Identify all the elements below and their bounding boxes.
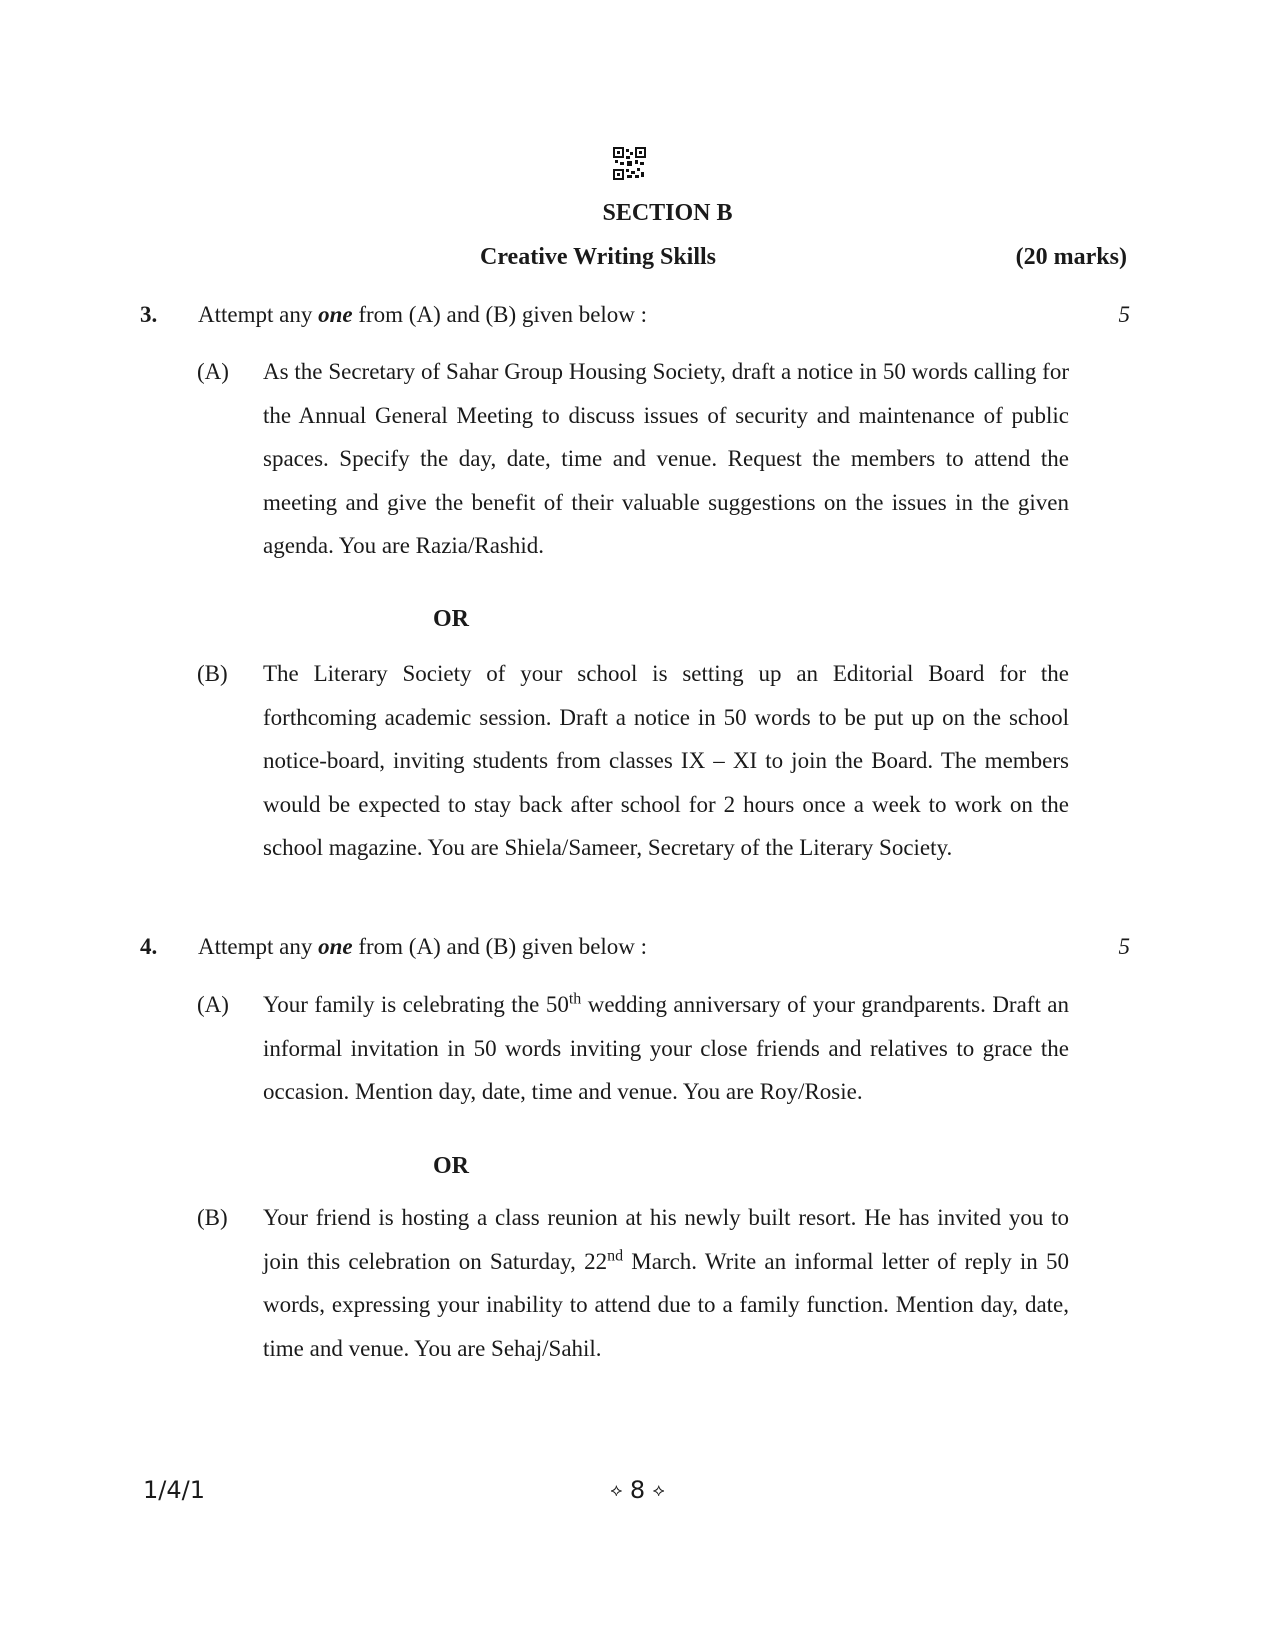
option-label: (B) bbox=[197, 661, 228, 686]
question-number: 3. bbox=[140, 302, 158, 327]
option-text: Your family is celebrating the 50th wedding anniversary of your grandparents. Draft an informal invitation in 50 words inviting your close friends and relatives to grace the occasion. Mention day, date, time and venue. You are Roy/Rosie. bbox=[263, 990, 1069, 1104]
option-label: (A) bbox=[197, 359, 229, 384]
page-number: ⟡ 8 ⟡ bbox=[610, 1476, 665, 1504]
ornament-icon: ⟡ bbox=[652, 1480, 665, 1501]
option-text: Your friend is hosting a class reunion at his newly built resort. He has invited you to join this celebration on Saturday, 22nd March. Write an informal letter of reply in 50 words, expressing your inability to attend due to a family function. Mention day, date, time and venue. You are Sehaj/Sahil. bbox=[263, 1205, 1069, 1361]
option-text: The Literary Society of your school is setting up an Editorial Board for the forthcoming academic session. Draft a notice in 50 words to be put up on the school notice-board, inviting students from classes IX – XI to join the Board. The members would be expected to stay back after school for 2 hours once a week to work on the school magazine. You are Shiela/Sameer, Secretary of the Literary Society. bbox=[263, 661, 1069, 860]
or-separator: OR bbox=[433, 1153, 469, 1179]
question-marks: 5 bbox=[1118, 934, 1130, 959]
option-label: (B) bbox=[197, 1205, 228, 1230]
or-separator: OR bbox=[433, 606, 469, 632]
question-instruction: Attempt any one from (A) and (B) given below : bbox=[198, 934, 648, 959]
section-subtitle: Creative Writing Skills bbox=[480, 244, 717, 270]
option-text: As the Secretary of Sahar Group Housing Society, draft a notice in 50 words calling for the Annual General Meeting to discuss issues of security and maintenance of public spaces. Specify the day, date, time and venue. Request the members to attend the meeting and give the benefit of their valuable suggestions on the issues in the given agenda. You are Razia/Rashid. bbox=[263, 359, 1069, 558]
ornament-icon: ⟡ bbox=[610, 1480, 623, 1501]
section-title: SECTION B bbox=[602, 200, 733, 226]
question-number: 4. bbox=[140, 934, 158, 959]
question-marks: 5 bbox=[1118, 302, 1130, 327]
qr-code-icon bbox=[613, 147, 646, 180]
option-label: (A) bbox=[197, 992, 229, 1017]
section-marks: (20 marks) bbox=[1015, 244, 1127, 270]
paper-code: 1/4/1 bbox=[143, 1476, 205, 1504]
question-instruction: Attempt any one from (A) and (B) given below : bbox=[198, 302, 648, 327]
